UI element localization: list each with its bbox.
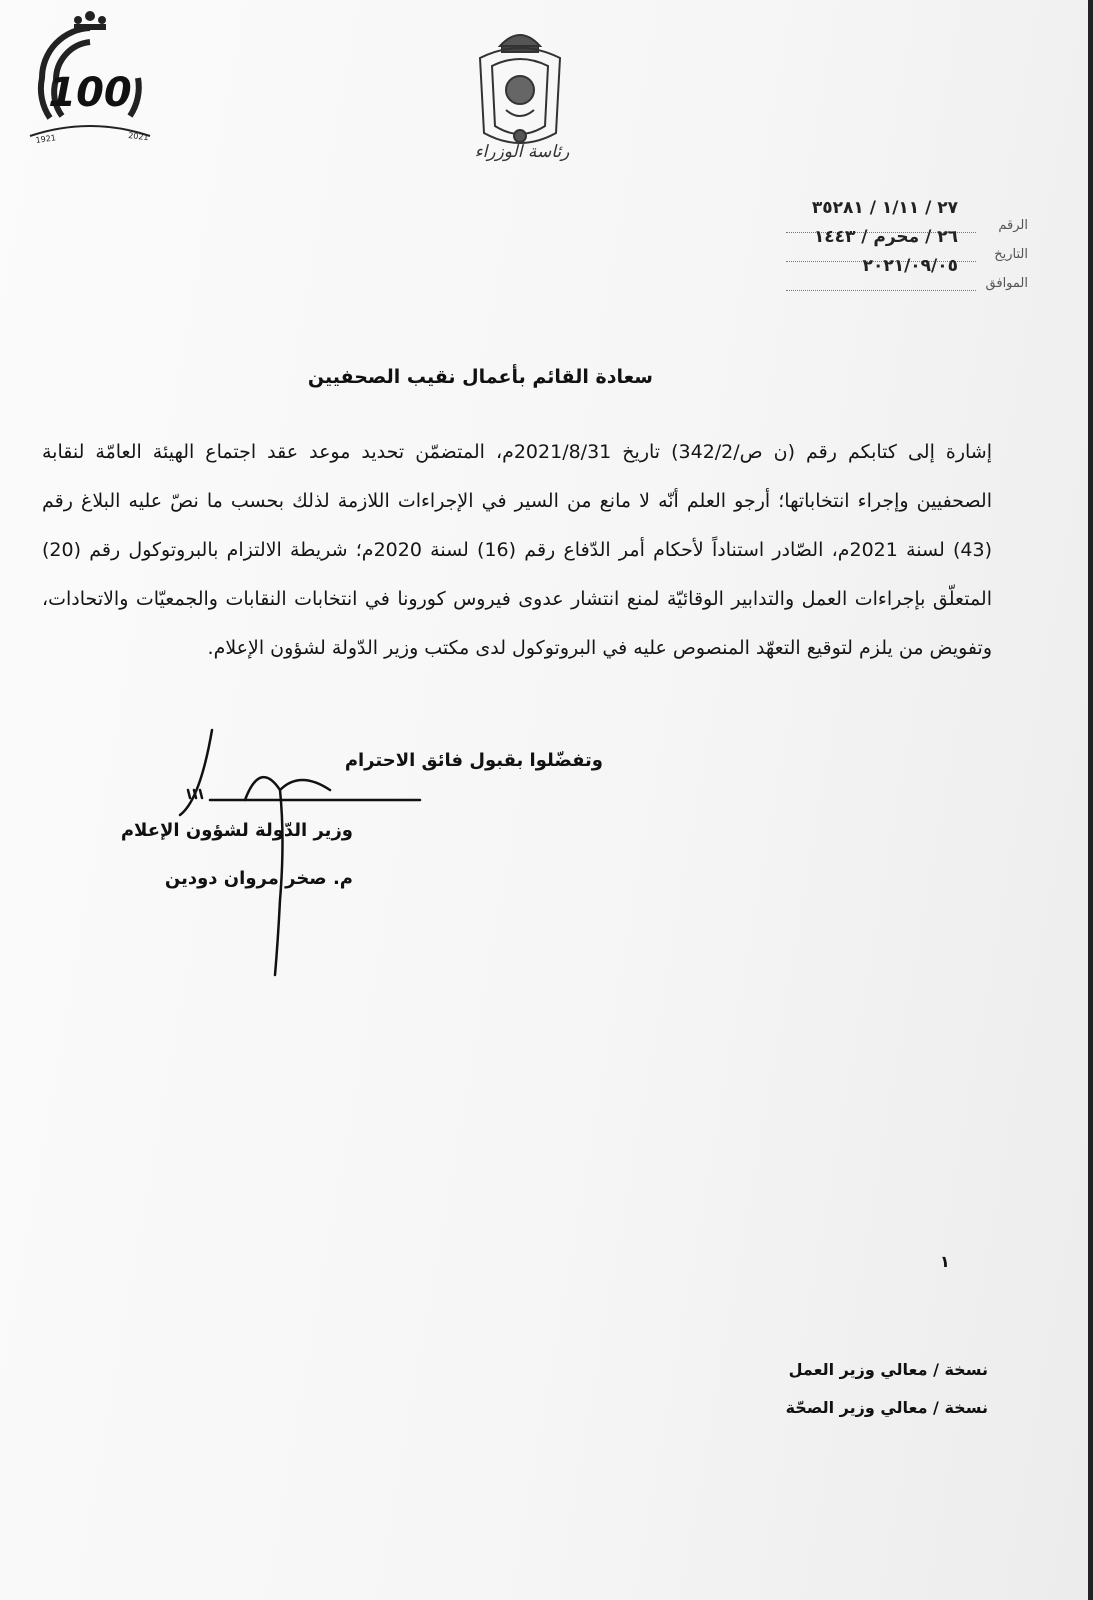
signatory-title: وزير الدّولة لشؤون الإعلام — [120, 820, 353, 841]
emblem-caption: رئاسة الوزراء — [474, 142, 570, 162]
reference-block — [608, 198, 1028, 291]
signatory-name: م. صخر مروان دودين — [164, 868, 353, 889]
copy-recipient-2: نسخة / معالي وزير الصحّة — [785, 1398, 988, 1417]
copy-recipient-1: نسخة / معالي وزير العمل — [788, 1360, 988, 1379]
page-edge-shadow — [1088, 0, 1093, 1600]
reference-number-label: الرقم — [998, 218, 1028, 233]
reference-date: ٢٦ / محرم / ١٤٤٣ — [813, 227, 958, 247]
page-number: ١ — [940, 1252, 950, 1271]
logo-year-right: 2021 — [127, 131, 149, 143]
reference-date-label: التاريخ — [994, 247, 1028, 262]
logo-year-left: 1921 — [35, 133, 57, 145]
reference-corresponding-label: الموافق — [985, 276, 1028, 291]
logo-number: 100 — [48, 70, 132, 116]
letter-closing: وتفضّلوا بقبول فائق الاحترام — [344, 750, 603, 771]
handwritten-signature — [150, 720, 440, 980]
letter-body: إشارة إلى كتابكم رقم (ن ص/342/2) تاريخ 2021/8/31م، المتضمّن تحديد موعد عقد اجتماع الهيئة العامّة لنقابة الصحفيين وإجراء انتخاباتها؛ أرجو العلم أنّه لا مانع من السير في الإجراءات اللازمة لذلك بحسب ما نصّ عليه البلاغ رقم (43) لسنة 2021م، الصّادر استناداً لأحكام أمر الدّفاع رقم (16) لسنة 2020م؛ شريطة الالتزام بالبروتوكول رقم (20) المتعلّق بإجراءات العمل والتدابير الوقائيّة لمنع انتشار عدوى فيروس كورونا في انتخابات النقابات والجمعيّات والاتحادات، وتفويض من يلزم لتوقيع التعهّد المنصوص عليه في البروتوكول لدى مكتب وزير الدّولة لشؤون الإعلام. — [42, 441, 992, 659]
reference-corresponding-date: ٢٠٢١/٠٩/٠٥ — [862, 256, 958, 276]
centenary-100-logo — [20, 8, 160, 148]
letter-recipient: سعادة القائم بأعمال نقيب الصحفيين — [307, 366, 653, 388]
reference-number: ٢٧ / ١/١١ / ٣٥٢٨١ — [811, 198, 958, 218]
